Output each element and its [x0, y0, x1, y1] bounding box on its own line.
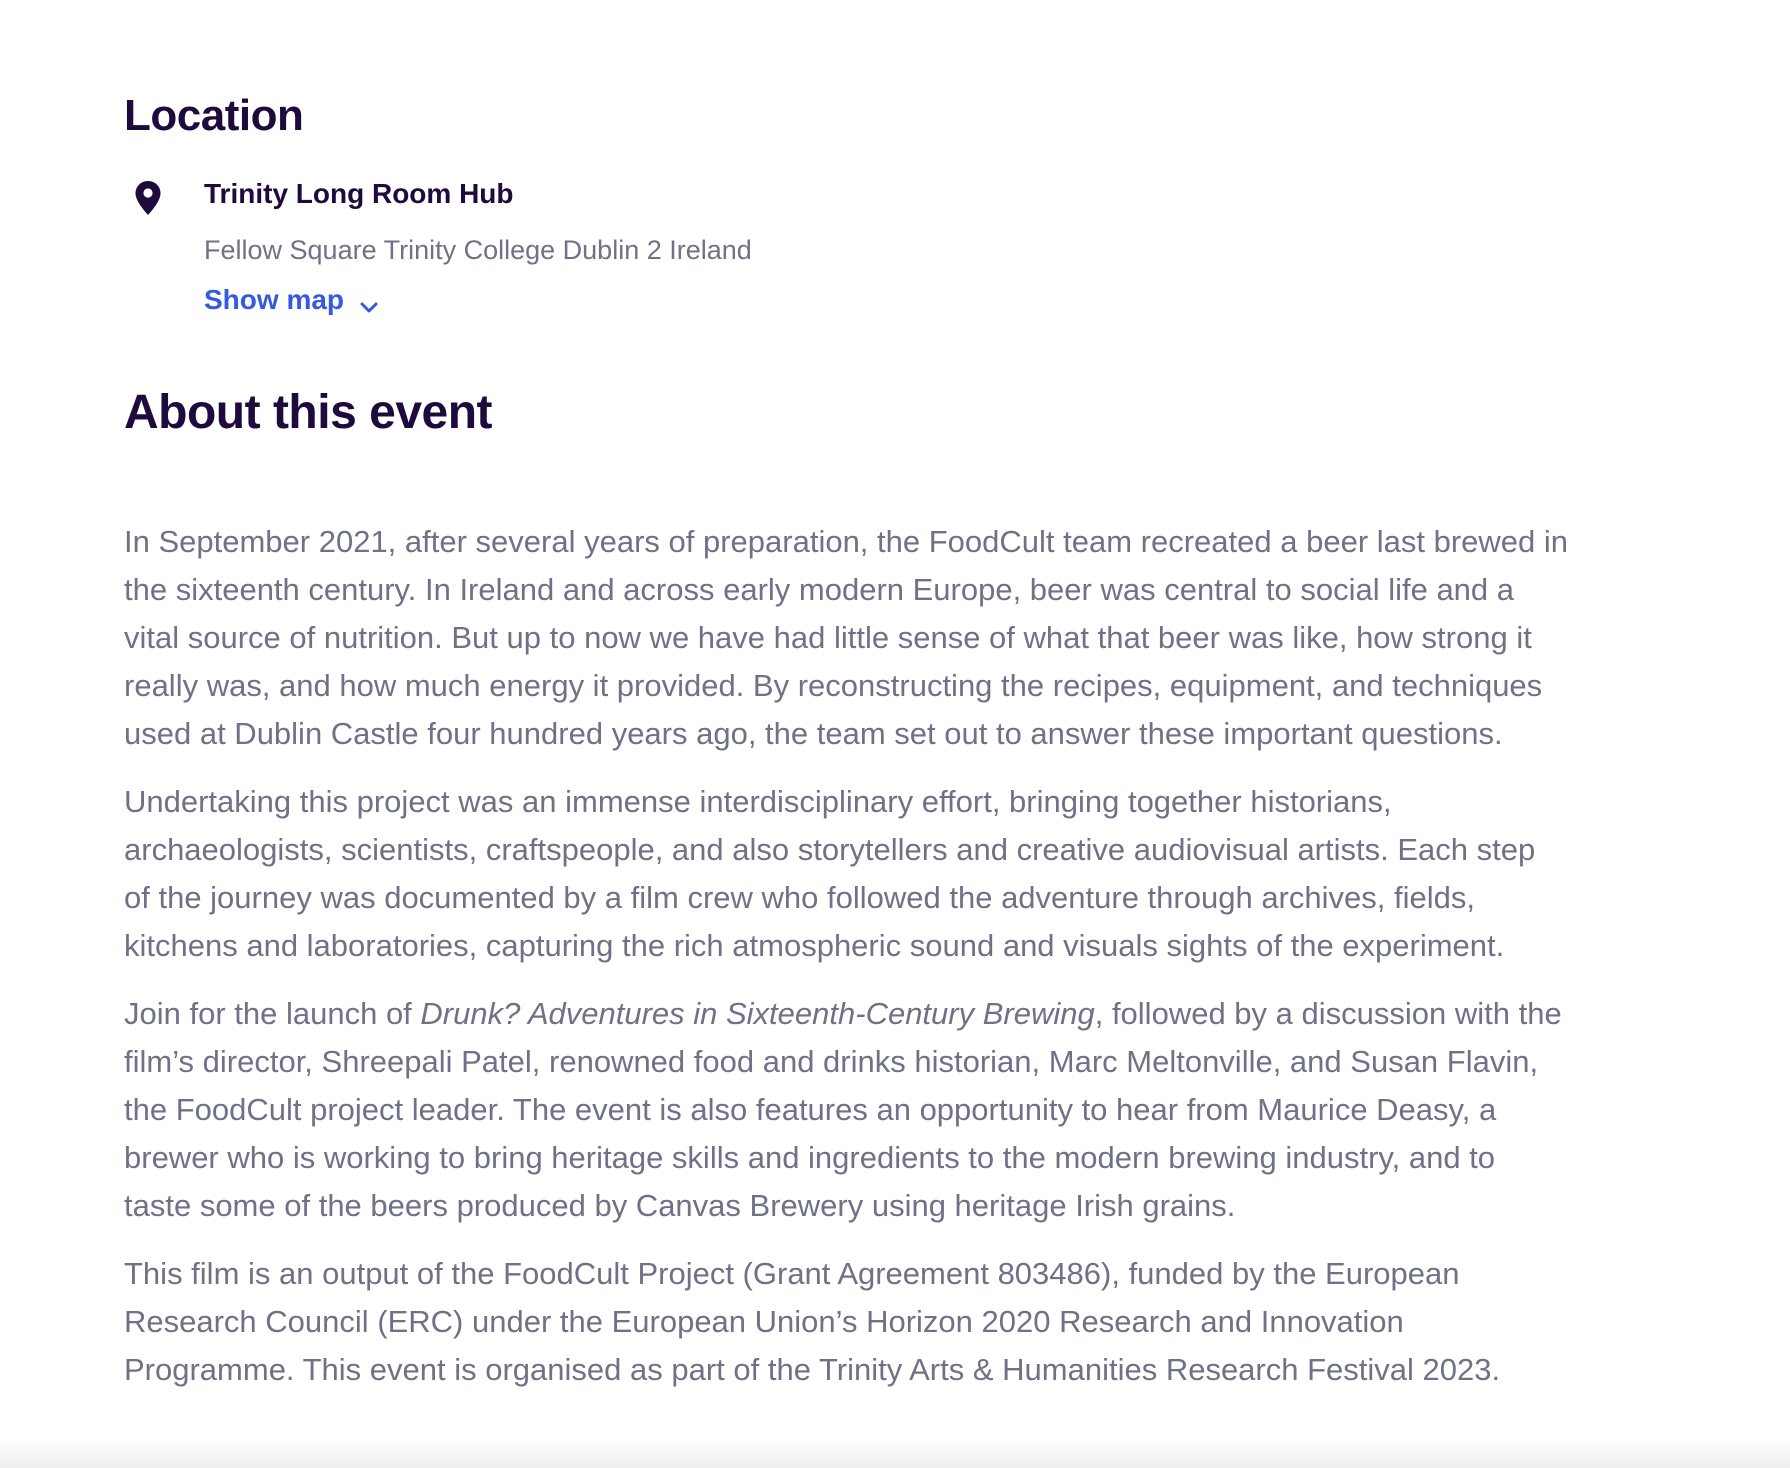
venue-address: Fellow Square Trinity College Dublin 2 Ireland — [204, 235, 752, 265]
paragraph-text: , followed by a discussion with the film’s director, Shreepali Patel, renowned food and drinks historian, Marc Meltonville, and Susan Flavin, the FoodCult project leader. The event is also features an opportunity to hear from Maurice Deasy, a brewer who is working to bring heritage skills and ingredients to the modern brewing industry, and to taste some of the beers produced by Canvas Brewery using heritage Irish grains. — [124, 996, 1562, 1223]
location-heading: Location — [124, 91, 304, 140]
about-heading: About this event — [124, 386, 493, 439]
description-paragraph — [124, 990, 1569, 1230]
description-paragraph: In September 2021, after several years of preparation, the FoodCult team recreated a beer last brewed in the sixteenth century. In Ireland and across early modern Europe, beer was central to social life and a vital source of nutrition. But up to now we have had little sense of what that beer was like, how strong it really was, and how much energy it provided. By reconstructing the recipes, equipment, and techniques used at Dublin Castle four hundred years ago, the team set out to answer these important questions. — [124, 524, 1569, 751]
description-paragraph: Undertaking this project was an immense interdisciplinary effort, bringing together historians, archaeologists, scientists, craftspeople, and also storytellers and creative audiovisual artists. Each step of the journey was documented by a film crew who followed the adventure through archives, fields, kitchens and laboratories, capturing the rich atmospheric sound and visuals sights of the experiment. — [124, 784, 1536, 963]
map-pin-icon — [134, 180, 162, 216]
paragraph-text: Join for the launch of — [124, 996, 421, 1031]
chevron-down-icon — [358, 289, 380, 311]
scroll-fade — [0, 1438, 1790, 1468]
description-paragraph: This film is an output of the FoodCult Project (Grant Agreement 803486), funded by the European Research Council (ERC) under the European Union’s Horizon 2020 Research and Innovation Programme. This event is organised as part of the Trinity Arts & Humanities Research Festival 2023. — [124, 1256, 1501, 1387]
event-description — [124, 518, 1569, 1414]
venue-name: Trinity Long Room Hub — [204, 178, 514, 209]
show-map-label: Show map — [204, 284, 345, 315]
film-title: Drunk? Adventures in Sixteenth-Century Brewing — [420, 996, 1095, 1031]
show-map-button[interactable] — [204, 280, 380, 320]
